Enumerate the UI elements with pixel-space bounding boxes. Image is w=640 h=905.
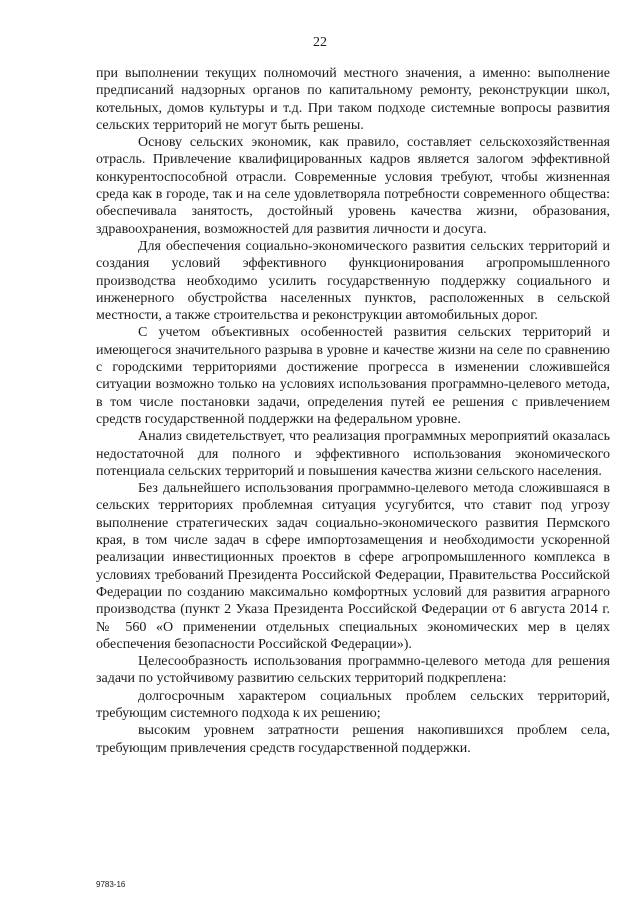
paragraph: Без дальнейшего использования программно-целевого метода сложившаяся в сельских территориях проблемная ситуация усугубится, что ставит под угрозу выполнение стратегических задач социально-экономического развития Пермского края, в том числе задач в сфере импортозамещения и необходимости ускоренной реализации инвестиционных проектов в сфере агропромышленного комплекса в условиях требований Президента Российской Федерации, Правительства Российской Федерации по созданию максимально комфортных условий для развития аграрного производства (пункт 2 Указа Президента Российской Федерации от 6 августа 2014 г. № 560 «О применении отдельных специальных экономических мер в целях обеспечения безопасности Российской Федерации»). <box>96 481 610 652</box>
paragraph: Для обеспечения социально-экономического развития сельских территорий и создания условий эффективного функционирования агропромышленного производства необходимо усилить государственную поддержку социального и инженерного обустройства населенных пунктов, расположенных в сельской местности, а также строительства и реконструкции автомобильных дорог. <box>96 238 610 324</box>
paragraph: Целесообразность использования программно-целевого метода для решения задачи по устойчивому развитию сельских территорий подкреплена: <box>96 654 610 687</box>
list-item-paragraph: высоким уровнем затратности решения накопившихся проблем села, требующим привлечения средств государственной поддержки. <box>96 723 610 756</box>
paragraph: Основу сельских экономик, как правило, составляет сельскохозяйственная отрасль. Привлечение квалифицированных кадров является залогом эффективной конкурентоспособной отрасли. Современные условия требуют, чтобы жизненная среда как в городе, так и на селе удовлетворяла потребности современного общества: обеспечивала занятость, достойный уровень качества жизни, образования, здравоохранения, возможностей для развития личности и досуга. <box>96 135 610 237</box>
paragraph: С учетом объективных особенностей развития сельских территорий и имеющегося значительного разрыва в уровне и качестве жизни на селе по сравнению с городскими территориями достижение прогресса в изменении сложившейся ситуации возможно только на условиях использования программно-целевого метода, в том числе постановки задачи, определения путей ее решения с привлечением средств государственной поддержки на федеральном уровне. <box>96 325 610 427</box>
document-code: 9783-16 <box>96 880 126 889</box>
list-item-paragraph: долгосрочным характером социальных проблем сельских территорий, требующим системного подхода к их решению; <box>96 688 610 721</box>
paragraph: Анализ свидетельствует, что реализация программных мероприятий оказалась недостаточной для полного и эффективного использования экономического потенциала сельских территорий и повышения качества жизни сельского населения. <box>96 429 610 479</box>
paragraph-continuation: при выполнении текущих полномочий местного значения, а именно: выполнение предписаний надзорных органов по капитальному ремонту, реконструкции школ, котельных, домов культуры и т.д. При таком подходе системные вопросы развития сельских территорий не могут быть решены. <box>96 66 610 133</box>
document-body <box>96 65 610 757</box>
page-number: 22 <box>313 35 327 50</box>
